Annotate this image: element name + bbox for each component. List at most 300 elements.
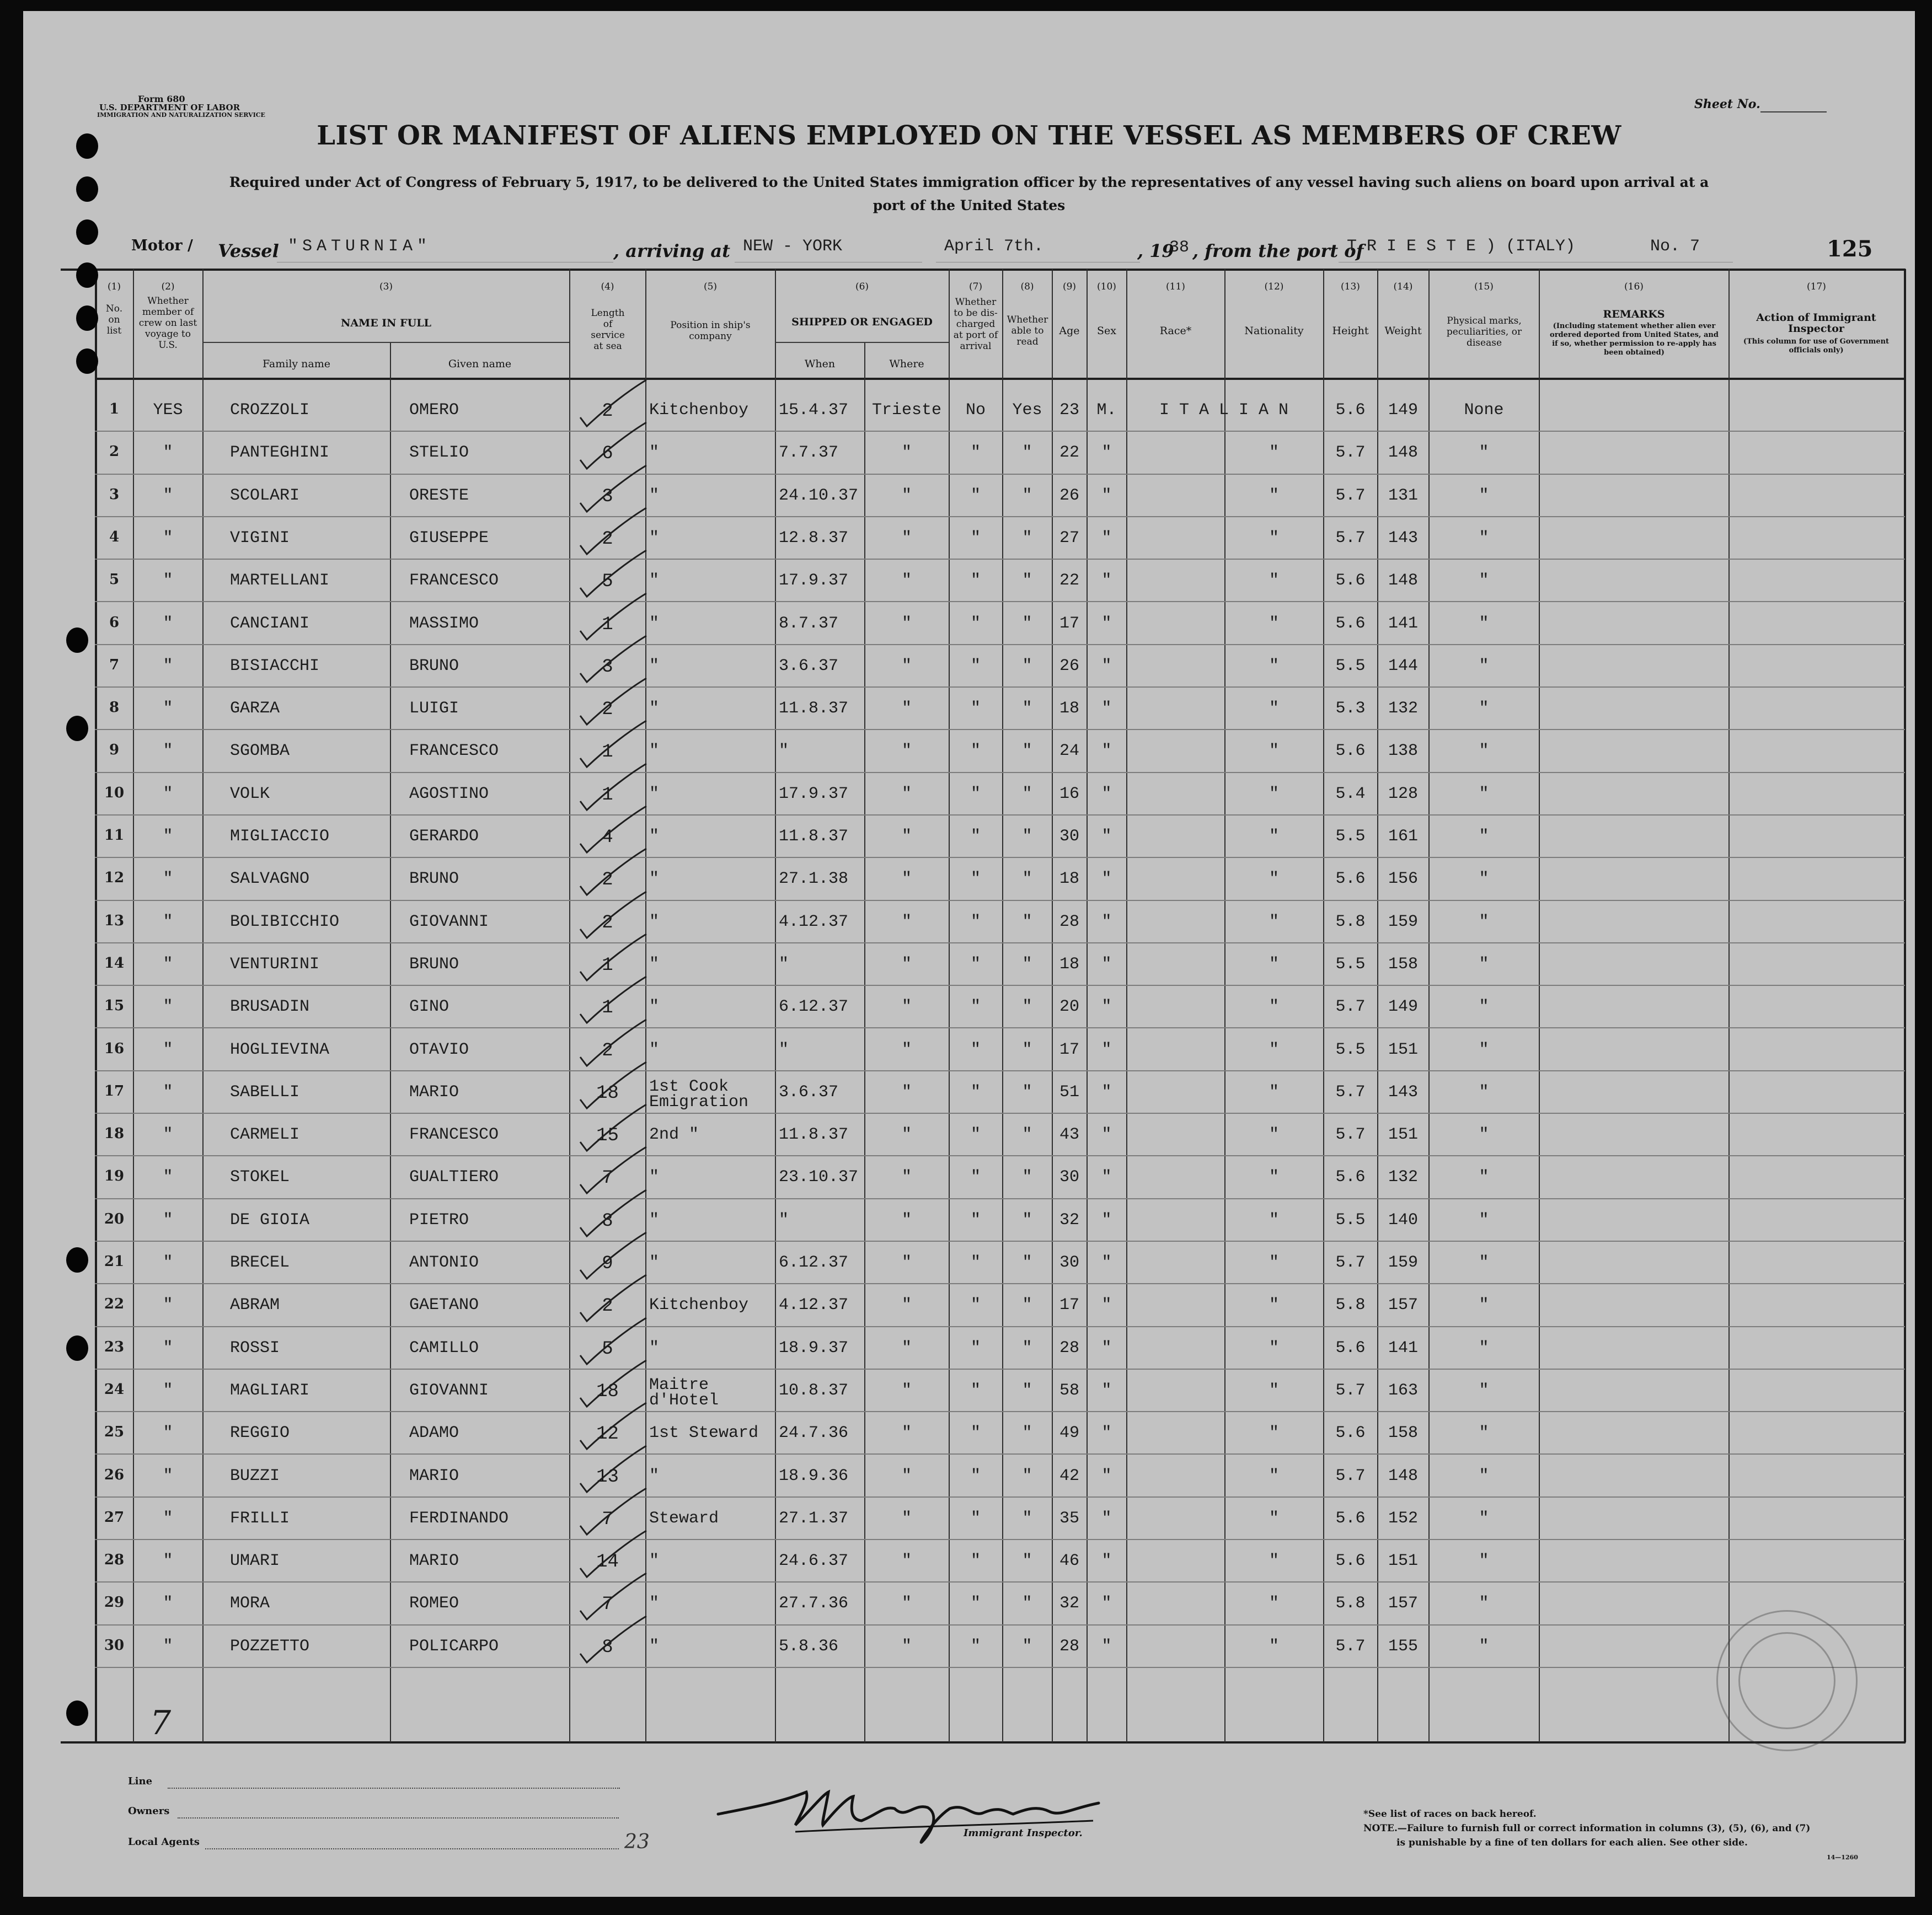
row-number: 25 [104, 1424, 125, 1441]
col-num-14: (14) [1393, 281, 1413, 292]
row-number: 4 [109, 528, 120, 545]
punch-hole [76, 262, 98, 288]
shipped-where-cell: " [901, 1125, 912, 1145]
weight-cell: 158 [1388, 1424, 1418, 1443]
able-to-read-cell: " [1022, 1637, 1032, 1656]
family-name-cell: CARMELI [230, 1125, 300, 1145]
height-cell: 5.7 [1335, 1253, 1366, 1272]
col-num-16: (16) [1624, 281, 1644, 292]
previous-voyage-cell: " [163, 742, 173, 761]
row-number: 21 [104, 1253, 125, 1270]
position-cell: 2nd " [649, 1125, 699, 1145]
punch-hole [66, 1247, 88, 1273]
shipped-where-cell: " [901, 571, 912, 591]
previous-voyage-cell: " [163, 1637, 173, 1656]
weight-cell: 138 [1388, 742, 1418, 761]
header-age: Age [1059, 325, 1080, 337]
position-cell: " [649, 699, 660, 718]
row-number: 11 [104, 827, 125, 844]
discharged-cell: " [970, 528, 981, 548]
header-given-name: Given name [448, 358, 512, 370]
header-shipped-engaged-text: SHIPPED OR ENGAGED [791, 316, 933, 328]
physical-marks-cell: " [1479, 1168, 1489, 1187]
arriving-label: , arriving at [613, 240, 730, 261]
owners-label: Owners [128, 1805, 170, 1817]
able-to-read-cell: " [1022, 912, 1032, 931]
shipped-where-cell: " [901, 443, 912, 463]
shipped-when-cell: 27.1.38 [779, 870, 849, 889]
row-number: 28 [104, 1552, 125, 1569]
able-to-read-cell: " [1022, 870, 1032, 889]
shipped-when-cell: 15.4.37 [779, 401, 849, 420]
previous-voyage-cell: " [163, 1552, 173, 1571]
shipped-when-cell: 18.9.36 [779, 1466, 849, 1485]
service-length-cell: 4 [602, 827, 613, 848]
nationality-cell: " [1269, 1040, 1279, 1059]
shipped-when-cell: 27.7.36 [779, 1594, 849, 1613]
previous-voyage-cell: " [163, 784, 173, 803]
family-name-cell: ABRAM [230, 1296, 280, 1315]
row-number: 17 [104, 1082, 125, 1099]
physical-marks-cell: " [1479, 870, 1489, 889]
service-length-cell: 18 [596, 1381, 619, 1402]
shipped-where-cell: " [901, 997, 912, 1017]
service-length-cell: 7 [602, 1168, 613, 1189]
previous-voyage-cell: " [163, 870, 173, 889]
header-shipped-engaged [775, 317, 949, 328]
height-cell: 5.6 [1335, 1424, 1366, 1443]
given-name-cell: MARIO [409, 1552, 459, 1571]
header-remarks-text: REMARKS [1603, 308, 1665, 320]
service-length-cell: 5 [602, 1338, 613, 1360]
row-number: 9 [109, 742, 120, 759]
position-cell: " [649, 1040, 660, 1059]
family-name-cell: SGOMBA [230, 742, 290, 761]
previous-voyage-cell: " [163, 1424, 173, 1443]
weight-cell: 159 [1388, 1253, 1418, 1272]
table-row [23, 857, 1915, 900]
height-cell: 5.5 [1335, 1210, 1366, 1230]
able-to-read-cell: " [1022, 443, 1032, 463]
table-row [23, 1625, 1915, 1667]
discharged-cell: " [970, 1466, 981, 1485]
service-length-cell: 8 [602, 1637, 613, 1658]
discharged-cell: " [970, 486, 981, 505]
previous-voyage-cell: " [163, 1296, 173, 1315]
shipped-where-cell: " [901, 1381, 912, 1400]
weight-cell: 141 [1388, 614, 1418, 633]
family-name-cell: BRUSADIN [230, 997, 310, 1017]
shipped-where-cell: " [901, 1210, 912, 1230]
header-bottom-border [95, 378, 1906, 380]
height-cell: 5.8 [1335, 1594, 1366, 1613]
height-cell: 5.7 [1335, 997, 1366, 1017]
height-cell: 5.7 [1335, 1125, 1366, 1145]
service-length-cell: 7 [602, 1594, 613, 1616]
previous-voyage-cell: " [163, 827, 173, 846]
header-sex: Sex [1097, 325, 1116, 337]
sex-cell: " [1101, 1637, 1112, 1656]
shipped-where-cell: " [901, 784, 912, 803]
weight-cell: 131 [1388, 486, 1418, 505]
age-cell: 49 [1059, 1424, 1079, 1443]
physical-marks-cell: " [1479, 1082, 1489, 1102]
height-cell: 5.7 [1335, 1466, 1366, 1485]
nationality-cell: " [1269, 827, 1279, 846]
able-to-read-cell: " [1022, 1040, 1032, 1059]
table-row [23, 773, 1915, 815]
discharged-cell: " [970, 1296, 981, 1315]
physical-marks-cell: " [1479, 656, 1489, 675]
nationality-cell: " [1269, 1082, 1279, 1102]
given-name-cell: GUALTIERO [409, 1168, 499, 1187]
able-to-read-cell: " [1022, 1424, 1032, 1443]
height-cell: 5.5 [1335, 827, 1366, 846]
header-discharged: Whether to be dis-charged at port of arrival [953, 297, 998, 352]
previous-voyage-cell: " [163, 1466, 173, 1485]
able-to-read-cell: " [1022, 997, 1032, 1017]
physical-marks-cell: " [1479, 1253, 1489, 1272]
age-cell: 46 [1059, 1552, 1079, 1571]
header-name-in-full-text: NAME IN FULL [341, 317, 431, 329]
handwritten-count: 7 [150, 1704, 172, 1742]
family-name-cell: POZZETTO [230, 1637, 310, 1656]
shipped-where-cell: " [901, 486, 912, 505]
shipped-where-cell: " [901, 1040, 912, 1059]
previous-voyage-cell: " [163, 1253, 173, 1272]
position-cell: " [649, 1253, 660, 1272]
height-cell: 5.8 [1335, 912, 1366, 931]
age-cell: 22 [1059, 443, 1079, 463]
shipped-when-cell: 7.7.37 [779, 443, 839, 463]
service-length-cell: 1 [602, 742, 613, 763]
shipped-where-cell: " [901, 1637, 912, 1656]
age-cell: 51 [1059, 1082, 1079, 1102]
table-row [23, 1113, 1915, 1156]
shipped-when-cell: 12.8.37 [779, 528, 849, 548]
punch-hole [76, 305, 98, 331]
table-row [23, 559, 1915, 602]
service-length-cell: 8 [602, 1210, 613, 1232]
sex-cell: " [1101, 1424, 1112, 1443]
given-name-cell: POLICARPO [409, 1637, 499, 1656]
table-row [23, 985, 1915, 1028]
service-length-cell: 7 [602, 1509, 613, 1530]
print-code: 14—1260 [1827, 1854, 1858, 1861]
given-name-cell: CAMILLO [409, 1338, 479, 1358]
table-row [23, 1071, 1915, 1113]
previous-voyage-cell: " [163, 997, 173, 1017]
sex-cell: " [1101, 699, 1112, 718]
height-cell: 5.5 [1335, 656, 1366, 675]
sex-cell: " [1101, 954, 1112, 974]
shipped-when-cell: 4.12.37 [779, 1296, 849, 1315]
row-number: 1 [109, 401, 120, 417]
position-cell: " [649, 1168, 660, 1187]
line-field [168, 1788, 620, 1789]
sex-cell: " [1101, 1296, 1112, 1315]
row-number: 6 [109, 614, 120, 631]
discharged-cell: " [970, 742, 981, 761]
weight-cell: 143 [1388, 1082, 1418, 1102]
family-name-cell: MARTELLANI [230, 571, 330, 591]
discharged-cell: " [970, 784, 981, 803]
nationality-cell: " [1269, 1552, 1279, 1571]
family-name-cell: MIGLIACCIO [230, 827, 330, 846]
given-name-cell: GIUSEPPE [409, 528, 489, 548]
age-cell: 30 [1059, 1168, 1079, 1187]
line-label: Line [128, 1775, 153, 1787]
race-cell: I T A L I A N [1159, 401, 1289, 420]
sex-cell: " [1101, 1082, 1112, 1102]
discharged-cell: " [970, 1125, 981, 1145]
weight-cell: 148 [1388, 443, 1418, 463]
weight-cell: 128 [1388, 784, 1418, 803]
family-name-cell: MORA [230, 1594, 270, 1613]
col-num-10: (10) [1097, 281, 1116, 292]
previous-voyage-cell: " [163, 443, 173, 463]
position-cell: " [649, 614, 660, 633]
punch-hole [66, 1335, 88, 1361]
row-number: 29 [104, 1594, 125, 1611]
sheet-number-line [1760, 111, 1827, 112]
nationality-cell: " [1269, 1594, 1279, 1613]
physical-marks-cell: " [1479, 1210, 1489, 1230]
able-to-read-cell: " [1022, 1594, 1032, 1613]
form-title: LIST OR MANIFEST OF ALIENS EMPLOYED ON THE VESSEL AS MEMBERS OF CREW [317, 120, 1621, 151]
given-name-cell: STELIO [409, 443, 469, 463]
header-family-name: Family name [263, 358, 330, 370]
weight-cell: 159 [1388, 912, 1418, 931]
height-cell: 5.6 [1335, 401, 1366, 420]
table-row [23, 1327, 1915, 1369]
shipped-when-cell: 11.8.37 [779, 699, 849, 718]
discharged-cell: " [970, 1552, 981, 1571]
table-row [23, 1412, 1915, 1454]
vessel-label: Vessel [218, 240, 279, 261]
sex-cell: " [1101, 1509, 1112, 1528]
given-name-cell: MASSIMO [409, 614, 479, 633]
nationality-cell: " [1269, 1253, 1279, 1272]
shipped-when-cell: 8.7.37 [779, 614, 839, 633]
table-row [23, 602, 1915, 645]
row-number: 24 [104, 1381, 125, 1398]
age-cell: 24 [1059, 742, 1079, 761]
height-cell: 5.7 [1335, 1637, 1366, 1656]
table-row [23, 431, 1915, 474]
position-cell-line2: Emigration [649, 1092, 749, 1112]
sex-cell: " [1101, 528, 1112, 548]
family-name-cell: MAGLIARI [230, 1381, 310, 1400]
height-cell: 5.6 [1335, 742, 1366, 761]
row-number: 15 [104, 997, 125, 1015]
nationality-cell: " [1269, 1168, 1279, 1187]
shipped-when-cell: 18.9.37 [779, 1338, 849, 1358]
row-number: 7 [109, 656, 120, 673]
nationality-cell: " [1269, 870, 1279, 889]
table-row [23, 815, 1915, 857]
weight-cell: 163 [1388, 1381, 1418, 1400]
page-number: 125 [1827, 236, 1873, 262]
shipped-where-cell: " [901, 1338, 912, 1358]
physical-marks-cell: " [1479, 997, 1489, 1017]
discharged-cell: " [970, 912, 981, 931]
weight-cell: 152 [1388, 1509, 1418, 1528]
header-able-to-read: Whether able to read [1007, 314, 1048, 347]
given-name-cell: BRUNO [409, 870, 459, 889]
discharged-cell: " [970, 699, 981, 718]
agents-label: Local Agents [128, 1836, 200, 1848]
sex-cell: " [1101, 1466, 1112, 1485]
table-row [23, 645, 1915, 687]
physical-marks-cell: " [1479, 1509, 1489, 1528]
previous-voyage-cell: " [163, 571, 173, 591]
nationality-cell: " [1269, 1296, 1279, 1315]
discharged-cell: " [970, 827, 981, 846]
position-cell: " [649, 827, 660, 846]
able-to-read-cell: " [1022, 954, 1032, 974]
service-length-cell: 5 [602, 571, 613, 593]
nationality-cell: " [1269, 1509, 1279, 1528]
previous-voyage-cell: " [163, 656, 173, 675]
col-num-4: (4) [601, 281, 614, 292]
nationality-cell: " [1269, 1210, 1279, 1230]
age-cell: 26 [1059, 486, 1079, 505]
height-cell: 5.7 [1335, 1381, 1366, 1400]
form-subtitle-line1: Required under Act of Congress of February 5, 1917, to be delivered to the United States immigration officer by the representatives of any vessel having such aliens on board upon arrival at a [229, 174, 1709, 190]
vessel-prefix: Motor / [131, 237, 193, 254]
age-cell: 26 [1059, 656, 1079, 675]
header-where: Where [889, 358, 924, 370]
weight-cell: 149 [1388, 401, 1418, 420]
header-inspector-action: Action of Immigrant Inspector [1756, 312, 1876, 335]
able-to-read-cell: " [1022, 1125, 1032, 1145]
family-name-cell: FRILLI [230, 1509, 290, 1528]
given-name-cell: PIETRO [409, 1210, 469, 1230]
service-length-cell: 1 [602, 954, 613, 976]
list-number: No. 7 [1650, 237, 1700, 256]
shipped-where-cell: Trieste [871, 401, 942, 420]
discharged-cell: " [970, 1082, 981, 1102]
position-cell: " [649, 571, 660, 591]
able-to-read-cell: " [1022, 742, 1032, 761]
position-cell: " [649, 656, 660, 675]
sex-cell: " [1101, 1125, 1112, 1145]
weight-cell: 132 [1388, 1168, 1418, 1187]
races-note: *See list of races on back hereof. [1363, 1809, 1537, 1820]
table-top-border [61, 269, 1906, 271]
row-number: 18 [104, 1125, 125, 1142]
col-num-17: (17) [1807, 281, 1826, 292]
age-cell: 28 [1059, 1637, 1079, 1656]
table-row [23, 1028, 1915, 1071]
table-bottom-border [61, 1741, 1906, 1744]
family-name-cell: SABELLI [230, 1082, 300, 1102]
age-cell: 17 [1059, 1040, 1079, 1059]
header-nationality: Nationality [1244, 325, 1304, 337]
age-cell: 17 [1059, 614, 1079, 633]
previous-voyage-cell: " [163, 1210, 173, 1230]
family-name-cell: SALVAGNO [230, 870, 310, 889]
sex-cell: " [1101, 1168, 1112, 1187]
family-name-cell: DE GIOIA [230, 1210, 310, 1230]
header-when: When [804, 358, 836, 370]
row-number: 5 [109, 571, 120, 588]
service-length-cell: 6 [602, 443, 613, 465]
able-to-read-cell: " [1022, 1210, 1032, 1230]
able-to-read-cell: " [1022, 1381, 1032, 1400]
penalty-note-line1: NOTE.—Failure to furnish full or correct information in columns (3), (5), (6), and (7) [1363, 1823, 1811, 1834]
discharged-cell: " [970, 1210, 981, 1230]
service-length-cell: 12 [596, 1424, 619, 1445]
position-cell: " [649, 997, 660, 1017]
position-cell: " [649, 1594, 660, 1613]
col-num-1: (1) [107, 281, 121, 292]
row-number: 22 [104, 1296, 125, 1313]
given-name-cell: ANTONIO [409, 1253, 479, 1272]
age-cell: 22 [1059, 571, 1079, 591]
height-cell: 5.5 [1335, 1040, 1366, 1059]
given-name-cell: ORESTE [409, 486, 469, 505]
service-length-cell: 2 [602, 528, 613, 550]
family-name-cell: STOKEL [230, 1168, 290, 1187]
height-cell: 5.7 [1335, 528, 1366, 548]
physical-marks-cell: " [1479, 1125, 1489, 1145]
year-suffix: 38 [1169, 238, 1190, 257]
family-name-cell: GARZA [230, 699, 280, 718]
able-to-read-cell: " [1022, 827, 1032, 846]
weight-cell: 157 [1388, 1296, 1418, 1315]
given-name-cell: ROMEO [409, 1594, 459, 1613]
service-label: IMMIGRATION AND NATURALIZATION SERVICE [97, 111, 265, 119]
discharged-cell: " [970, 1253, 981, 1272]
row-number: 10 [104, 784, 125, 801]
position-cell: " [649, 443, 660, 463]
header-name-in-full [203, 318, 569, 329]
shipped-where-cell: " [901, 912, 912, 931]
nationality-cell: " [1269, 571, 1279, 591]
physical-marks-cell: " [1479, 1296, 1489, 1315]
department-label: U.S. DEPARTMENT OF LABOR [99, 103, 240, 112]
sex-cell: " [1101, 784, 1112, 803]
position-cell: Steward [649, 1509, 719, 1528]
given-name-cell: OMERO [409, 401, 459, 420]
family-name-cell: PANTEGHINI [230, 443, 330, 463]
position-cell: Maitre [649, 1375, 709, 1394]
previous-voyage-cell: " [163, 614, 173, 633]
inspection-stamp-inner [1738, 1632, 1835, 1729]
weight-cell: 144 [1388, 656, 1418, 675]
height-cell: 5.7 [1335, 443, 1366, 463]
height-cell: 5.4 [1335, 784, 1366, 803]
position-cell: " [649, 486, 660, 505]
family-name-cell: CROZZOLI [230, 401, 310, 420]
nationality-cell: " [1269, 443, 1279, 463]
age-cell: 32 [1059, 1210, 1079, 1230]
discharged-cell: " [970, 870, 981, 889]
able-to-read-cell: " [1022, 1296, 1032, 1315]
table-row [23, 389, 1915, 431]
service-length-cell: 2 [602, 401, 613, 422]
height-cell: 5.6 [1335, 571, 1366, 591]
given-name-cell: FERDINANDO [409, 1509, 509, 1528]
position-cell: " [649, 870, 660, 889]
position-cell: " [649, 1466, 660, 1485]
sex-cell: " [1101, 1594, 1112, 1613]
punch-hole [76, 176, 98, 202]
col-num-8: (8) [1020, 281, 1034, 292]
able-to-read-cell: " [1022, 486, 1032, 505]
